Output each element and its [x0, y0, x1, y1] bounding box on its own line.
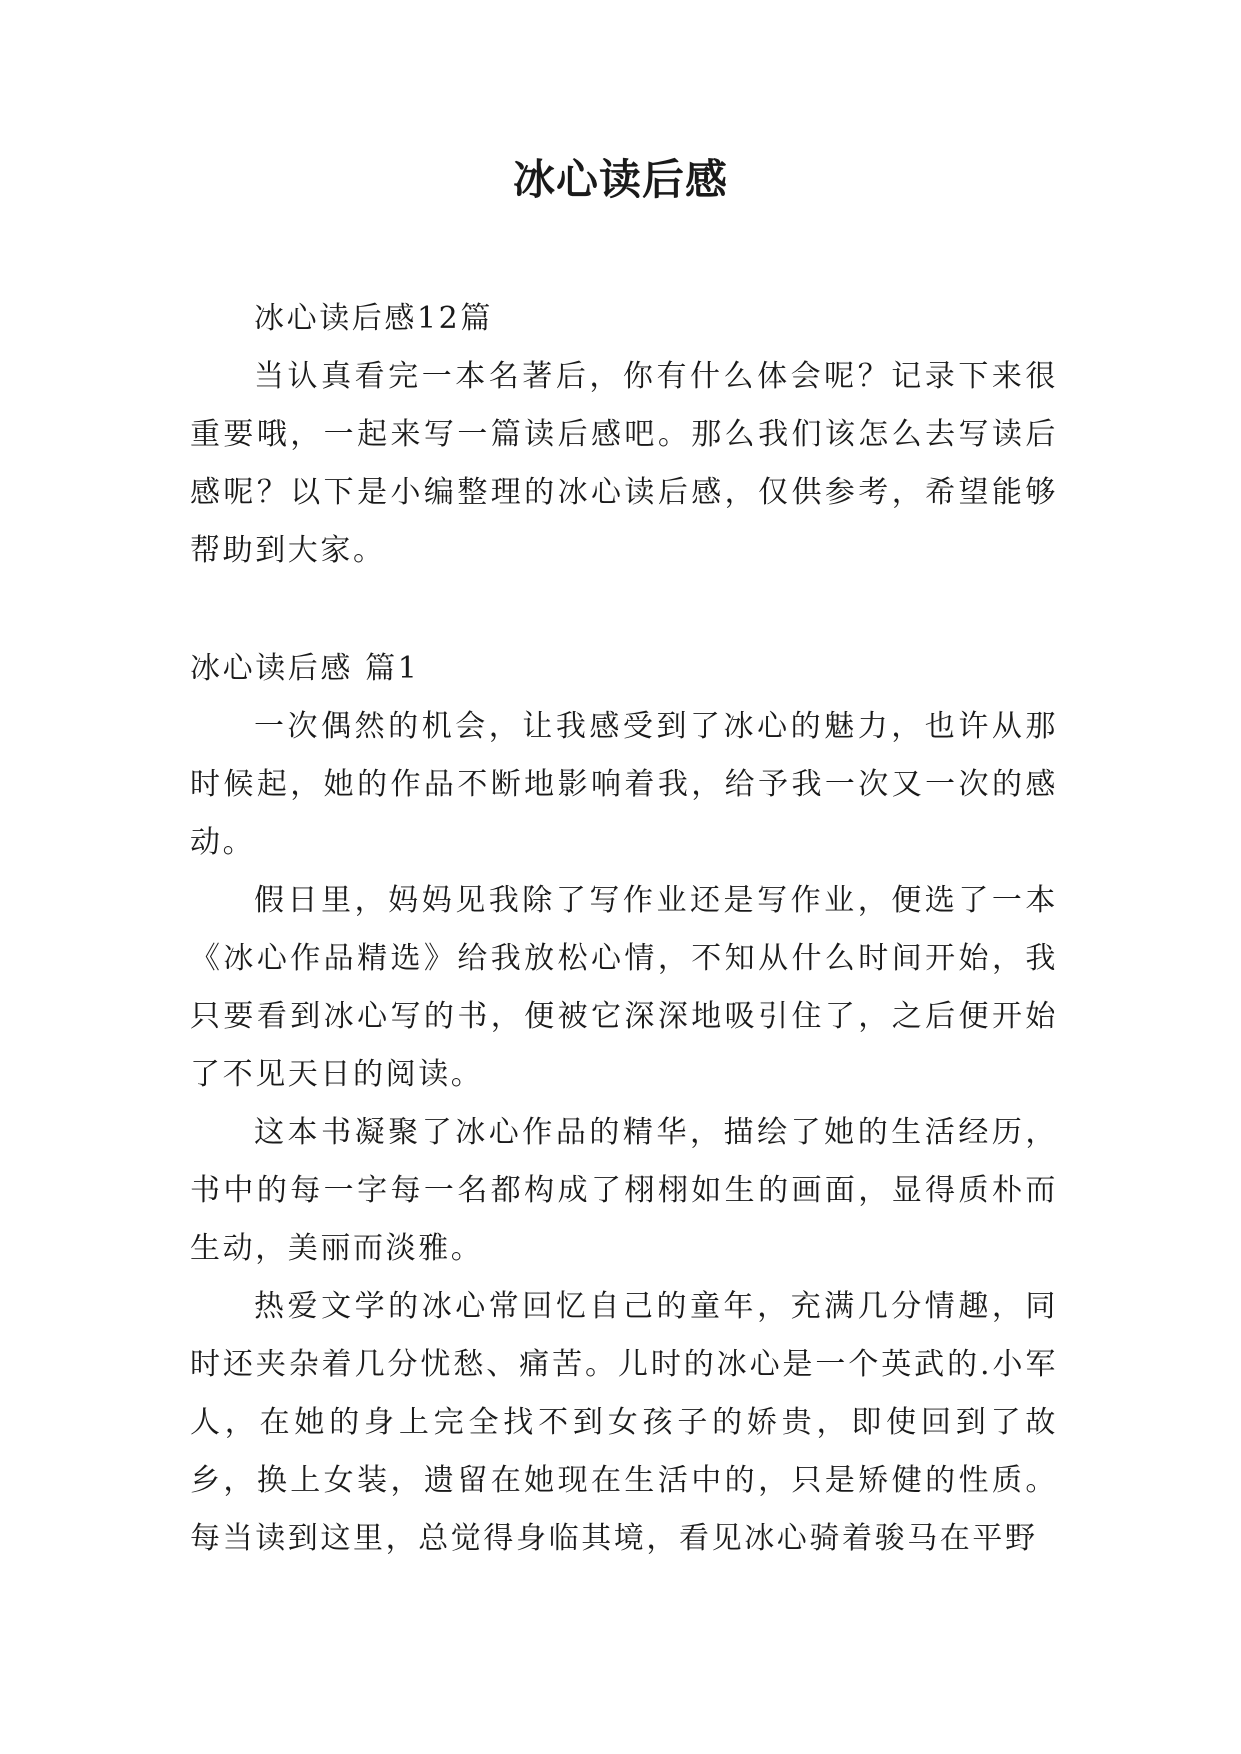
body-paragraph-4: 热爱文学的冰心常回忆自己的童年，充满几分情趣，同时还夹杂着几分忧愁、痛苦。儿时的冰心是一个英武的.小军人，在她的身上完全找不到女孩子的娇贵，即使回到了故乡，换上女装，遗留在她现在生活中的，只是矫健的性质。每当读到这里，总觉得身临其境，看见冰心骑着骏马在平野 [190, 1289, 1058, 1556]
body-paragraph-1: 一次偶然的机会，让我感受到了冰心的魅力，也许从那时候起，她的作品不断地影响着我，给予我一次又一次的感动。 [190, 709, 1058, 860]
body-paragraph-2: 假日里，妈妈见我除了写作业还是写作业，便选了一本《冰心作品精选》给我放松心情，不知从什么时间开始，我只要看到冰心写的书，便被它深深地吸引住了，之后便开始了不见天日的阅读。 [190, 883, 1058, 1092]
intro-heading: 冰心读后感12篇 [254, 301, 493, 336]
section-spacer [190, 580, 1058, 640]
intro-paragraph: 当认真看完一本名著后，你有什么体会呢？记录下来很重要哦，一起来写一篇读后感吧。那么我们该怎么去写读后感呢？以下是小编整理的冰心读后感，仅供参考，希望能够帮助到大家。 [190, 359, 1058, 568]
document-body [190, 290, 1058, 1568]
section-heading: 冰心读后感 篇1 [190, 651, 420, 686]
body-paragraph-3: 这本书凝聚了冰心作品的精华，描绘了她的生活经历，书中的每一字每一名都构成了栩栩如生的画面，显得质朴而生动，美丽而淡雅。 [190, 1115, 1058, 1266]
page-title: 冰心读后感 [512, 155, 728, 204]
